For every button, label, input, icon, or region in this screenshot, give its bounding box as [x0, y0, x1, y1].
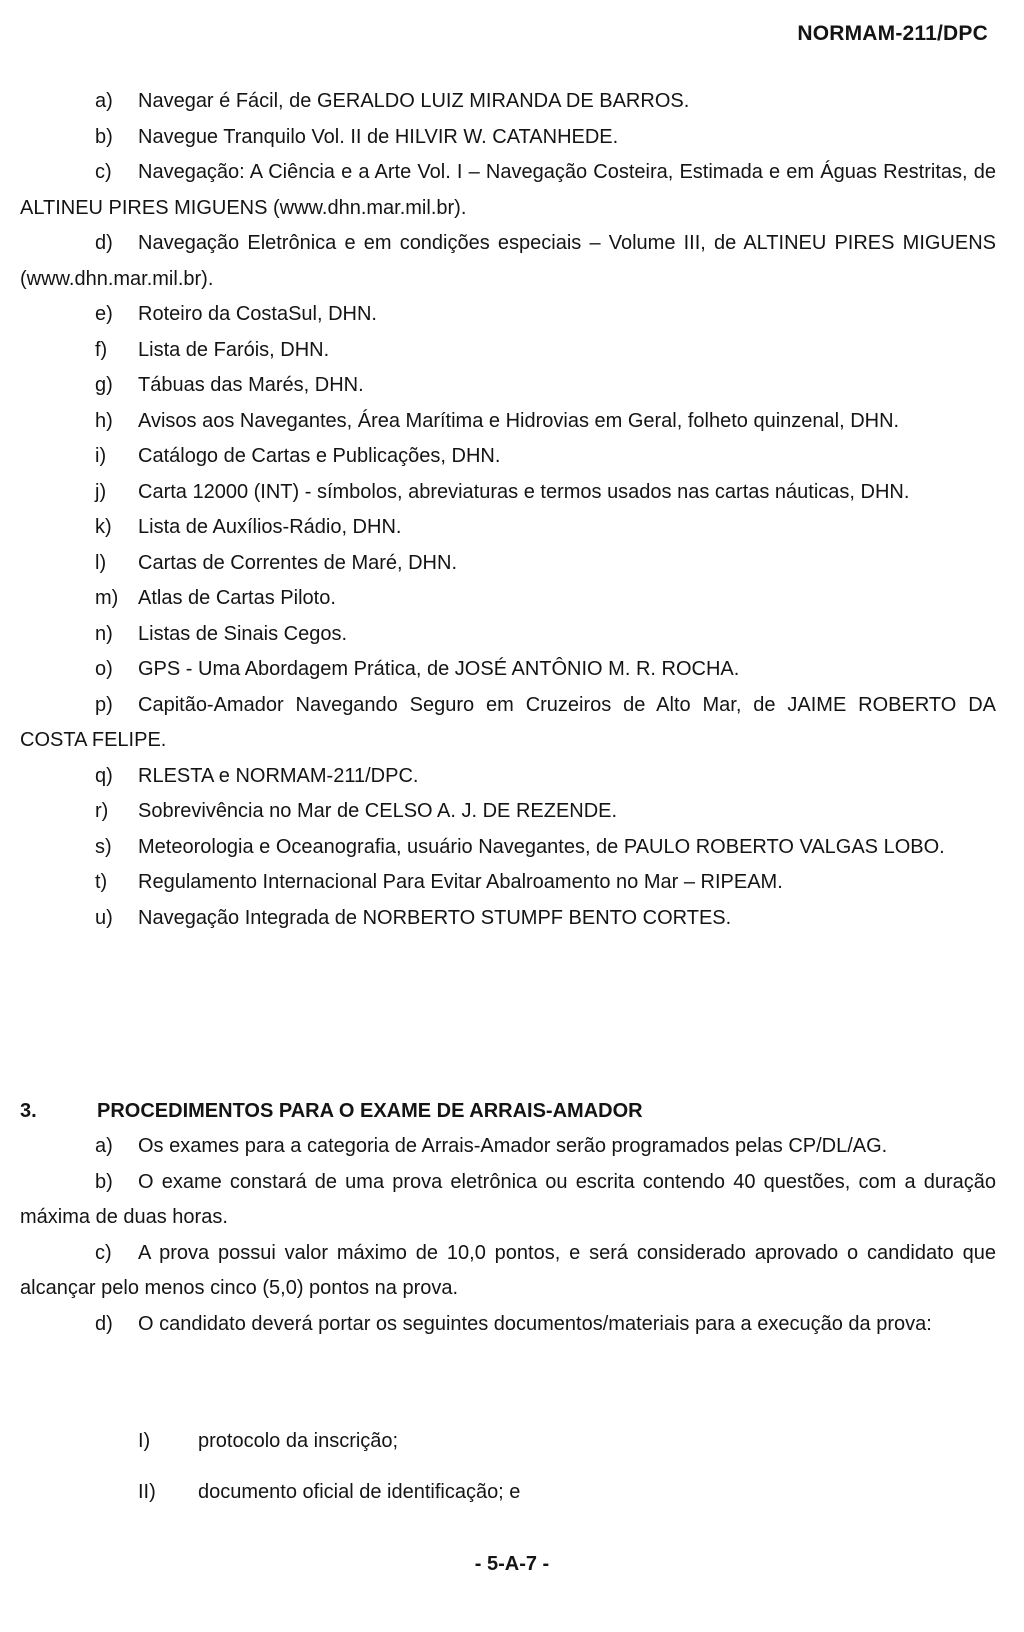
- sub-item-text: documento oficial de identificação; e: [198, 1481, 521, 1503]
- item-label: e): [95, 303, 113, 325]
- item-text: Os exames para a categoria de Arrais-Amador serão programados pelas CP/DL/AG.: [138, 1135, 888, 1157]
- list-item: [20, 759, 996, 795]
- item-text: O exame constará de uma prova eletrônica ou escrita contendo 40 questões, com a duração máxima de duas horas.: [20, 1170, 996, 1228]
- list-item: [20, 120, 996, 156]
- item-text: Lista de Auxílios-Rádio, DHN.: [138, 516, 402, 538]
- item-text: Atlas de Cartas Piloto.: [138, 587, 336, 609]
- item-label: h): [95, 409, 113, 432]
- item-label: q): [95, 764, 113, 787]
- list-item: [20, 226, 996, 297]
- list-item: [20, 901, 996, 937]
- item-label: d): [95, 1312, 113, 1335]
- list-item: [20, 865, 996, 901]
- list-item: [20, 581, 996, 617]
- item-text: Lista de Faróis, DHN.: [138, 338, 330, 361]
- list-item: [20, 830, 996, 866]
- list-item: [20, 652, 996, 688]
- item-label: a): [95, 1135, 113, 1157]
- list-item: [20, 1129, 996, 1165]
- page-number: - 5-A-7 -: [474, 1553, 550, 1575]
- list-item: [20, 155, 996, 226]
- item-text: Regulamento Internacional Para Evitar Abalroamento no Mar – RIPEAM.: [138, 871, 783, 893]
- item-text: O candidato deverá portar os seguintes documentos/materiais para a execução da prova:: [138, 1312, 932, 1335]
- sub-list-item: [138, 1430, 398, 1453]
- list-item: [20, 439, 996, 475]
- list-item: [20, 617, 996, 653]
- list-item: [20, 794, 996, 830]
- list-item: [20, 368, 996, 404]
- item-label: j): [95, 480, 107, 503]
- item-text: Roteiro da CostaSul, DHN.: [138, 303, 377, 325]
- list-item: [20, 84, 996, 120]
- item-label: s): [95, 835, 112, 858]
- sub-item-label: I): [138, 1430, 151, 1452]
- item-text: Capitão-Amador Navegando Seguro em Cruzeiros de Alto Mar, de JAIME ROBERTO DA COSTA FELIPE.: [20, 693, 996, 751]
- sub-item-label: II): [138, 1481, 156, 1503]
- item-text: GPS - Uma Abordagem Prática, de JOSÉ ANTÔNIO M. R. ROCHA.: [138, 658, 740, 680]
- item-label: b): [95, 125, 113, 148]
- item-label: t): [95, 871, 108, 893]
- item-text: Catálogo de Cartas e Publicações, DHN.: [138, 445, 501, 467]
- list-item: [20, 404, 996, 440]
- item-label: m): [95, 587, 119, 609]
- item-text: Navegue Tranquilo Vol. II de HILVIR W. CATANHEDE.: [138, 125, 619, 148]
- section-title: PROCEDIMENTOS PARA O EXAME DE ARRAIS-AMADOR: [97, 1100, 643, 1122]
- item-text: Cartas de Correntes de Maré, DHN.: [138, 551, 458, 574]
- item-label: k): [95, 516, 112, 538]
- item-label: n): [95, 622, 113, 645]
- references-list: [20, 84, 996, 936]
- item-label: d): [95, 232, 113, 254]
- item-label: c): [95, 1241, 112, 1264]
- item-label: f): [95, 338, 108, 361]
- section-3: [20, 1093, 996, 1342]
- item-label: r): [95, 800, 109, 822]
- item-text: A prova possui valor máximo de 10,0 pontos, e será considerado aprovado o candidato que alcançar pelo menos cinco (5,0) pontos na prova.: [20, 1241, 996, 1299]
- list-item: [20, 333, 996, 369]
- item-text: Listas de Sinais Cegos.: [138, 622, 348, 645]
- item-text: Navegação: A Ciência e a Arte Vol. I – Navegação Costeira, Estimada e em Águas Restritas, de ALTINEU PIRES MIGUENS (www.dhn.mar.mil.br).: [20, 161, 996, 219]
- item-text: Sobrevivência no Mar de CELSO A. J. DE REZENDE.: [138, 800, 618, 822]
- item-text: RLESTA e NORMAM-211/DPC.: [138, 764, 419, 787]
- item-text: Carta 12000 (INT) - símbolos, abreviaturas e termos usados nas cartas náuticas, DHN.: [138, 480, 910, 503]
- item-label: l): [95, 551, 107, 574]
- list-item: [20, 546, 996, 582]
- list-item: [20, 475, 996, 511]
- item-text: Navegação Integrada de NORBERTO STUMPF BENTO CORTES.: [138, 906, 732, 929]
- item-text: Navegação Eletrônica e em condições especiais – Volume III, de ALTINEU PIRES MIGUENS (www.dhn.mar.mil.br).: [20, 232, 996, 290]
- item-label: u): [95, 906, 113, 929]
- item-text: Meteorologia e Oceanografia, usuário Navegantes, de PAULO ROBERTO VALGAS LOBO.: [138, 835, 945, 858]
- item-label: o): [95, 658, 113, 680]
- item-label: i): [95, 445, 107, 467]
- section-heading: [20, 1093, 996, 1129]
- item-text: Navegar é Fácil, de GERALDO LUIZ MIRANDA DE BARROS.: [138, 90, 690, 112]
- list-item: [20, 1236, 996, 1307]
- item-label: c): [95, 161, 112, 183]
- list-item: [20, 510, 996, 546]
- section-number: 3.: [20, 1100, 37, 1122]
- item-label: p): [95, 693, 113, 716]
- list-item: [20, 688, 996, 759]
- list-item: [20, 297, 996, 333]
- item-label: b): [95, 1170, 113, 1193]
- list-item: [20, 1307, 996, 1343]
- item-text: Avisos aos Navegantes, Área Marítima e Hidrovias em Geral, folheto quinzenal, DHN.: [138, 409, 900, 432]
- document-code-header: NORMAM-211/DPC: [797, 22, 988, 45]
- list-item: [20, 1165, 996, 1236]
- item-text: Tábuas das Marés, DHN.: [138, 374, 364, 396]
- item-label: g): [95, 374, 113, 396]
- item-label: a): [95, 90, 113, 112]
- sub-list-item: [138, 1481, 520, 1504]
- sub-item-text: protocolo da inscrição;: [198, 1430, 399, 1452]
